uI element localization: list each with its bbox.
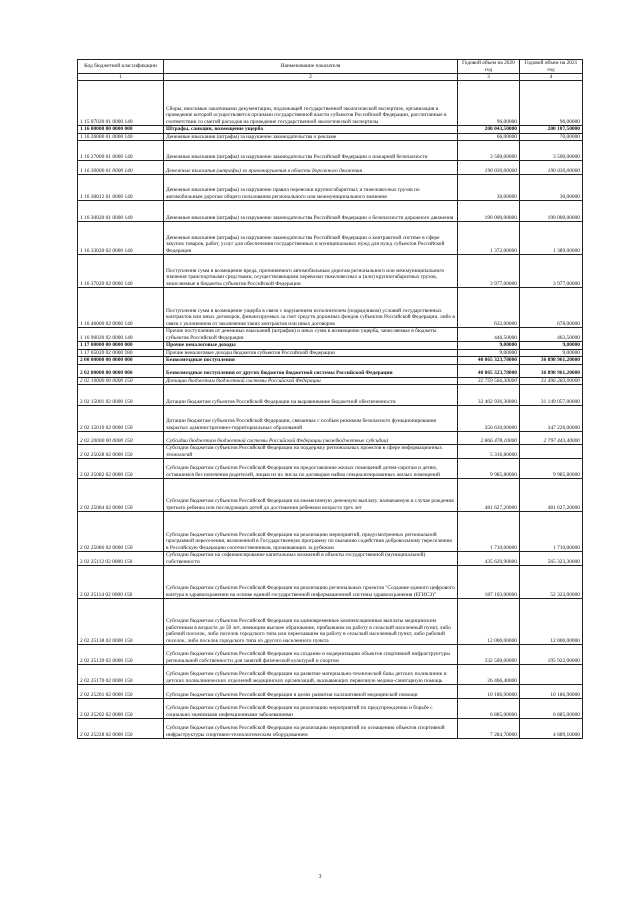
- budget-code-cell: 2 02 25170 02 0000 150: [78, 665, 164, 685]
- table-row: [78, 566, 583, 599]
- column-number: 1: [78, 74, 164, 81]
- indicator-name-cell: Субсидии бюджетам бюджетной системы Российской Федерации (межбюджетные субсидии): [164, 432, 458, 445]
- amount-2021-cell: 190 000,00000: [520, 201, 583, 222]
- table-row: [78, 512, 583, 552]
- indicator-name-cell: Прочие неналоговые доходы: [164, 342, 458, 350]
- budget-code-cell: 1 16 30000 01 0000 140: [78, 161, 164, 175]
- budget-code-cell: 1 17 00000 00 0000 000: [78, 342, 164, 350]
- budget-code-cell: 2 02 15001 02 0000 150: [78, 385, 164, 406]
- indicator-name-cell: Прочие поступления от денежных взысканий (штрафов) и иных сумм в возмещение ущерба, зачисляемые в бюджеты субъектов Российской Федерации: [164, 328, 458, 342]
- page-number: 3: [318, 874, 322, 880]
- table-row: [78, 222, 583, 255]
- amount-2021-cell: 10 186,90000: [520, 685, 583, 699]
- amount-2021-cell: 31 149 057,00000: [520, 385, 583, 406]
- table-row: [78, 357, 583, 365]
- budget-code-cell: 2 02 00000 00 0000 000: [78, 364, 164, 377]
- table-row: [78, 133, 583, 141]
- table-row: [78, 349, 583, 357]
- table-row: [78, 81, 583, 126]
- amount-2021-cell: 1 389,00000: [520, 222, 583, 255]
- table-row: [78, 685, 583, 699]
- amount-2020-cell: 1 710,00000: [458, 512, 520, 552]
- amount-2020-cell: 66,00000: [458, 133, 520, 141]
- amount-2021-cell: 96,00000: [520, 81, 583, 126]
- amount-2021-cell: 36 898 961,20000: [520, 357, 583, 365]
- indicator-name-cell: Денежные взыскания (штрафы) за нарушение законодательства о рекламе: [164, 133, 458, 141]
- column-number: 4: [520, 74, 583, 81]
- budget-revenue-table: [77, 59, 583, 739]
- amount-2020-cell: 3 500,00000: [458, 141, 520, 161]
- budget-table-sheet: [77, 59, 582, 739]
- amount-2021-cell: 3 500,00000: [520, 141, 583, 161]
- header-name: Наименование показателя: [164, 60, 458, 74]
- budget-code-cell: 2 02 25228 02 0000 150: [78, 719, 164, 739]
- amount-2020-cell: 9 985,80000: [458, 459, 520, 479]
- amount-2020-cell: 12 000,00000: [458, 599, 520, 645]
- indicator-name-cell: Безвозмездные поступления: [164, 357, 458, 365]
- budget-code-cell: 1 16 90020 02 0000 140: [78, 328, 164, 342]
- amount-2020-cell: 187 103,00000: [458, 566, 520, 599]
- indicator-name-cell: Субсидии бюджетам субъектов Российской Федерации в целях развития паллиативной медицинской помощи: [164, 685, 458, 699]
- header-2020: Годовой объем на 2020 год: [458, 60, 520, 74]
- budget-code-cell: 2 02 25086 02 0000 150: [78, 512, 164, 552]
- amount-2020-cell: 200 043,50000: [458, 126, 520, 134]
- budget-code-cell: 2 00 00000 00 0000 000: [78, 357, 164, 365]
- table-row: [78, 175, 583, 201]
- indicator-name-cell: Штрафы, санкции, возмещение ущерба: [164, 126, 458, 134]
- table-row: [78, 328, 583, 342]
- amount-2020-cell: 32 402 936,30000: [458, 385, 520, 406]
- amount-2021-cell: 2 797 443,40000: [520, 432, 583, 445]
- amount-2020-cell: 7 284,70000: [458, 719, 520, 739]
- amount-2020-cell: 190 000,00000: [458, 201, 520, 222]
- table-row: [78, 364, 583, 377]
- indicator-name-cell: Субсидии бюджетам субъектов Российской Федерации на создание и модернизацию объектов спортивной инфраструктуры региональной собственности для занятий физической культурой и спортом: [164, 645, 458, 665]
- indicator-name-cell: Дотации бюджетам бюджетной системы Российской Федерации: [164, 377, 458, 385]
- table-row: [78, 255, 583, 288]
- amount-2021-cell: 52 323,00000: [520, 566, 583, 599]
- budget-code-cell: 1 16 27000 01 0000 140: [78, 141, 164, 161]
- amount-2021-cell: 3 977,00000: [520, 255, 583, 288]
- amount-2020-cell: 190 030,00000: [458, 161, 520, 175]
- table-row: [78, 161, 583, 175]
- amount-2020-cell: 40 865 323,78000: [458, 364, 520, 377]
- table-row: [78, 406, 583, 432]
- indicator-name-cell: Дотации бюджетам субъектов Российской Федерации на выравнивание бюджетной обеспеченности: [164, 385, 458, 406]
- header-2021: Годовой объем на 2021 год: [520, 60, 583, 74]
- budget-code-cell: 2 02 25201 02 0000 150: [78, 685, 164, 699]
- amount-2021-cell: 347 226,00000: [520, 406, 583, 432]
- budget-code-cell: 1 16 26000 01 0000 140: [78, 133, 164, 141]
- amount-2021-cell: 463,50000: [520, 328, 583, 342]
- amount-2021-cell: 4 689,10000: [520, 719, 583, 739]
- amount-2021-cell: 481 627,20000: [520, 479, 583, 512]
- budget-code-cell: 2 02 25028 02 0000 150: [78, 445, 164, 459]
- table-row: [78, 479, 583, 512]
- amount-2021-cell: 30,00000: [520, 175, 583, 201]
- amount-2020-cell: 26 466,40000: [458, 665, 520, 685]
- budget-code-cell: 2 02 25139 02 0000 150: [78, 645, 164, 665]
- amount-2020-cell: 356 630,00000: [458, 406, 520, 432]
- table-row: [78, 141, 583, 161]
- table-row: [78, 288, 583, 328]
- amount-2020-cell: 3 977,00000: [458, 255, 520, 288]
- amount-2021-cell: [520, 445, 583, 459]
- table-header-row: [78, 60, 583, 74]
- amount-2020-cell: 2 866 478,10000: [458, 432, 520, 445]
- table-row: [78, 719, 583, 739]
- indicator-name-cell: Субсидии бюджетам субъектов Российской Федерации на реализацию мероприятий, предусмотренных региональной программой переселения, включенной в Государственную программу по оказанию содействия добровольному переселению в Российскую Федерацию соотечественников, проживающих за рубежом: [164, 512, 458, 552]
- indicator-name-cell: Денежные взыскания (штрафы) за нарушение законодательства Российской Федерации о контрактной системе в сфере закупок товаров, работ, услуг для обеспечения государственных и муниципальных нужд для нужд субъектов Российской Федерации: [164, 222, 458, 255]
- table-row: [78, 552, 583, 566]
- budget-code-cell: 2 02 20000 00 0000 150: [78, 432, 164, 445]
- indicator-name-cell: Субсидии бюджетам субъектов Российской Федерации на предоставление жилых помещений детям-сиротам и детям, оставшимся без попечения родителей, лицам из их числа по договорам найма специализированных жилых помещений: [164, 459, 458, 479]
- amount-2020-cell: 30,00000: [458, 175, 520, 201]
- budget-code-cell: 1 16 00000 00 0000 000: [78, 126, 164, 134]
- amount-2021-cell: 70,00000: [520, 133, 583, 141]
- table-row: [78, 699, 583, 719]
- indicator-name-cell: Субсидии бюджетам субъектов Российской Федерации на реализацию региональных проектов "Создание единого цифрового контура в здравоохранении на основе единой государственной информационной системы здравоохранения (ЕГИСЗ)": [164, 566, 458, 599]
- budget-code-cell: 2 02 25112 02 0000 150: [78, 552, 164, 566]
- amount-2021-cell: [520, 665, 583, 685]
- budget-code-cell: 1 16 30020 01 0000 140: [78, 201, 164, 222]
- amount-2021-cell: 9 985,80000: [520, 459, 583, 479]
- table-row: [78, 201, 583, 222]
- amount-2020-cell: 10 186,90000: [458, 685, 520, 699]
- budget-code-cell: 1 16 37020 02 0000 140: [78, 255, 164, 288]
- amount-2020-cell: 446,50000: [458, 328, 520, 342]
- table-row: [78, 445, 583, 459]
- column-number: 3: [458, 74, 520, 81]
- table-row: [78, 459, 583, 479]
- indicator-name-cell: Поступления сумм в возмещение ущерба в связи с нарушением исполнителем (подрядчиком) условий государственных контрактов или иных договоров, финансируемых за счет средств дорожных фондов субъектов Российской Федерации, либо в связи с уклонением от заключения таких контрактов или иных договоров: [164, 288, 458, 328]
- amount-2020-cell: 435 620,90000: [458, 552, 520, 566]
- table-row: [78, 432, 583, 445]
- table-row: [78, 385, 583, 406]
- amount-2021-cell: 678,00000: [520, 288, 583, 328]
- indicator-name-cell: Денежные взыскания (штрафы) за нарушение правил перевозки крупногабаритных и тяжеловесных грузов по автомобильным дорогам общего пользования регионального или межмуниципального значения: [164, 175, 458, 201]
- amount-2020-cell: 481 627,20000: [458, 479, 520, 512]
- amount-2021-cell: 565 323,30000: [520, 552, 583, 566]
- table-row: [78, 599, 583, 645]
- amount-2021-cell: 36 898 961,20000: [520, 364, 583, 377]
- amount-2020-cell: 6 885,00000: [458, 699, 520, 719]
- indicator-name-cell: Субсидии бюджетам субъектов Российской Федерации на единовременные компенсационные выплаты медицинским работникам в возрасте до 50 лет, имеющим высшее образование, прибывшим на работу в сельский населенный пункт, либо рабочий поселок, либо поселок городского типа или переехавшим на работу в сельский населенный пункт, либо рабочий поселок, либо поселок городского типа из другого населенного пункта: [164, 599, 458, 645]
- indicator-name-cell: Безвозмездные поступления от других бюджетов бюджетной системы Российской Федерации: [164, 364, 458, 377]
- amount-2021-cell: 12 000,00000: [520, 599, 583, 645]
- budget-code-cell: 2 02 15010 02 0000 150: [78, 406, 164, 432]
- budget-code-cell: 1 15 07020 01 0000 140: [78, 81, 164, 126]
- budget-code-cell: 2 02 25082 02 0000 150: [78, 459, 164, 479]
- amount-2021-cell: 190 030,00000: [520, 161, 583, 175]
- budget-code-cell: 2 02 25138 02 0000 150: [78, 599, 164, 645]
- amount-2021-cell: 200 107,50000: [520, 126, 583, 134]
- amount-2020-cell: 5 316,80000: [458, 445, 520, 459]
- amount-2021-cell: 6 885,00000: [520, 699, 583, 719]
- budget-code-cell: 1 16 33020 02 0000 140: [78, 222, 164, 255]
- amount-2021-cell: 195 922,00000: [520, 645, 583, 665]
- amount-2020-cell: 96,00000: [458, 81, 520, 126]
- header-code: Код бюджетной классификации: [78, 60, 164, 74]
- column-number: 2: [164, 74, 458, 81]
- indicator-name-cell: Денежные взыскания (штрафы) за нарушение законодательства Российской Федерации о пожарной безопасности: [164, 141, 458, 161]
- table-row: [78, 342, 583, 350]
- table-body: [78, 81, 583, 739]
- budget-code-cell: 1 16 46000 02 0000 140: [78, 288, 164, 328]
- indicator-name-cell: Субсидии бюджетам субъектов Российской Федерации на развитие материально-технической базы детских поликлиник и детских поликлинических отделений медицинских организаций, оказывающих первичную медико-санитарную помощь: [164, 665, 458, 685]
- budget-code-cell: 2 02 25202 02 0000 150: [78, 699, 164, 719]
- indicator-name-cell: Денежные взыскания (штрафы) за нарушение законодательства Российской Федерации о безопасности дорожного движения: [164, 201, 458, 222]
- budget-code-cell: 2 02 25114 02 0000 150: [78, 566, 164, 599]
- amount-2020-cell: 1 372,00000: [458, 222, 520, 255]
- amount-2020-cell: 9,00000: [458, 349, 520, 357]
- budget-code-cell: 2 02 10000 00 0000 150: [78, 377, 164, 385]
- amount-2020-cell: 632,00000: [458, 288, 520, 328]
- indicator-name-cell: Денежные взыскания (штрафы) за правонарушения в области дорожного движения: [164, 161, 458, 175]
- amount-2020-cell: 40 865 323,78000: [458, 357, 520, 365]
- indicator-name-cell: Субсидии бюджетам на софинансирование капитальных вложений в объекты государственной (муниципальной) собственности: [164, 552, 458, 566]
- indicator-name-cell: Субсидии бюджетам субъектов Российской Федерации на ежемесячную денежную выплату, назначаемую в случае рождения третьего ребенка или последующих детей до достижения ребенком возраста трех лет: [164, 479, 458, 512]
- indicator-name-cell: Субсидии бюджетам субъектов Российской Федерации на поддержку региональных проектов в сфере информационных технологий: [164, 445, 458, 459]
- indicator-name-cell: Поступления сумм в возмещение вреда, причиняемого автомобильным дорогам регионального или межмуниципального значения транспортными средствами, осуществляющими перевозки тяжеловесных и (или) крупногабаритных грузов, зачисляемые в бюджеты субъектов Российской Федерации: [164, 255, 458, 288]
- budget-code-cell: 1 17 05020 02 0000 180: [78, 349, 164, 357]
- amount-2021-cell: 31 496 283,00000: [520, 377, 583, 385]
- table-row: [78, 377, 583, 385]
- budget-code-cell: 1 16 30012 01 0000 140: [78, 175, 164, 201]
- amount-2020-cell: 9,00000: [458, 342, 520, 350]
- indicator-name-cell: Сборы, вносимые заказчиками документации, подлежащей государственной экологической экспертизе, организация и проведение которой осуществляется органами государственной власти субъектов Российской Федерации, рассчитанные в соответствии со сметой расходов на проведение государственной экологической экспертизы: [164, 81, 458, 126]
- indicator-name-cell: Прочие неналоговые доходы бюджетов субъектов Российской Федерации: [164, 349, 458, 357]
- table-row: [78, 645, 583, 665]
- amount-2020-cell: 32 759 566,30000: [458, 377, 520, 385]
- amount-2021-cell: 9,00000: [520, 349, 583, 357]
- table-row: [78, 665, 583, 685]
- amount-2021-cell: 9,00000: [520, 342, 583, 350]
- indicator-name-cell: Субсидии бюджетам субъектов Российской Федерации на реализацию мероприятий по предупреждению и борьбе с социально значимыми инфекционными заболеваниями: [164, 699, 458, 719]
- indicator-name-cell: Субсидии бюджетам субъектов Российской Федерации на реализацию мероприятий по оснащению объектов спортивной инфраструктуры спортивно-технологическим оборудованием: [164, 719, 458, 739]
- amount-2020-cell: 332 500,00000: [458, 645, 520, 665]
- budget-code-cell: 2 02 25084 02 0000 150: [78, 479, 164, 512]
- amount-2021-cell: 1 710,00000: [520, 512, 583, 552]
- indicator-name-cell: Дотации бюджетам субъектов Российской Федерации, связанные с особым режимом безопасного функционирования закрытых административно-территориальных образований: [164, 406, 458, 432]
- column-number-row: [78, 74, 583, 81]
- table-row: [78, 126, 583, 134]
